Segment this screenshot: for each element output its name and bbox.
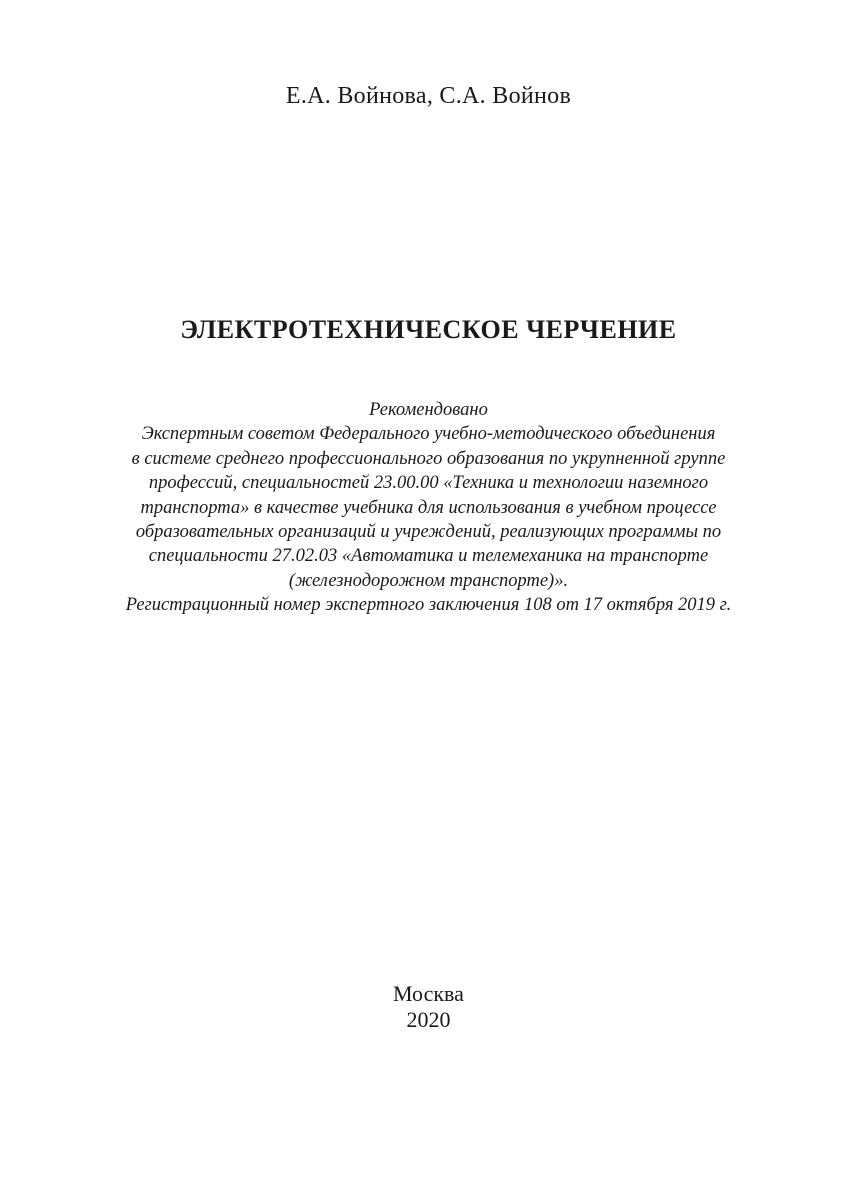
approval-line: специальности 27.02.03 «Автоматика и телемеханика на транспорте bbox=[148, 546, 709, 567]
approval-line: профессий, специальностей 23.00.00 «Техника и технологии наземного bbox=[148, 473, 709, 494]
book-title: ЭЛЕКТРОТЕХНИЧЕСКОЕ ЧЕРЧЕНИЕ bbox=[180, 315, 677, 344]
publication-info bbox=[0, 981, 857, 1033]
approval-line: образовательных организаций и учреждений, реализующих программы по bbox=[135, 522, 722, 543]
approval-block bbox=[60, 398, 797, 618]
approval-line: в системе среднего профессионального образования по укрупненной группе bbox=[131, 448, 726, 469]
authors: Е.А. Войнова, С.А. Войнов bbox=[285, 83, 572, 109]
publication-year: 2020 bbox=[406, 1007, 451, 1032]
approval-line: Экспертным советом Федерального учебно-методического объединения bbox=[141, 424, 716, 445]
approval-line: транспорта» в качестве учебника для использования в учебном процессе bbox=[140, 497, 717, 518]
approval-line: (железнодорожном транспорте)». bbox=[288, 570, 569, 591]
publication-city: Москва bbox=[393, 981, 464, 1006]
registration-number: Регистрационный номер экспертного заключения 108 от 17 октября 2019 г. bbox=[125, 595, 732, 616]
approval-heading: Рекомендовано bbox=[369, 400, 488, 420]
